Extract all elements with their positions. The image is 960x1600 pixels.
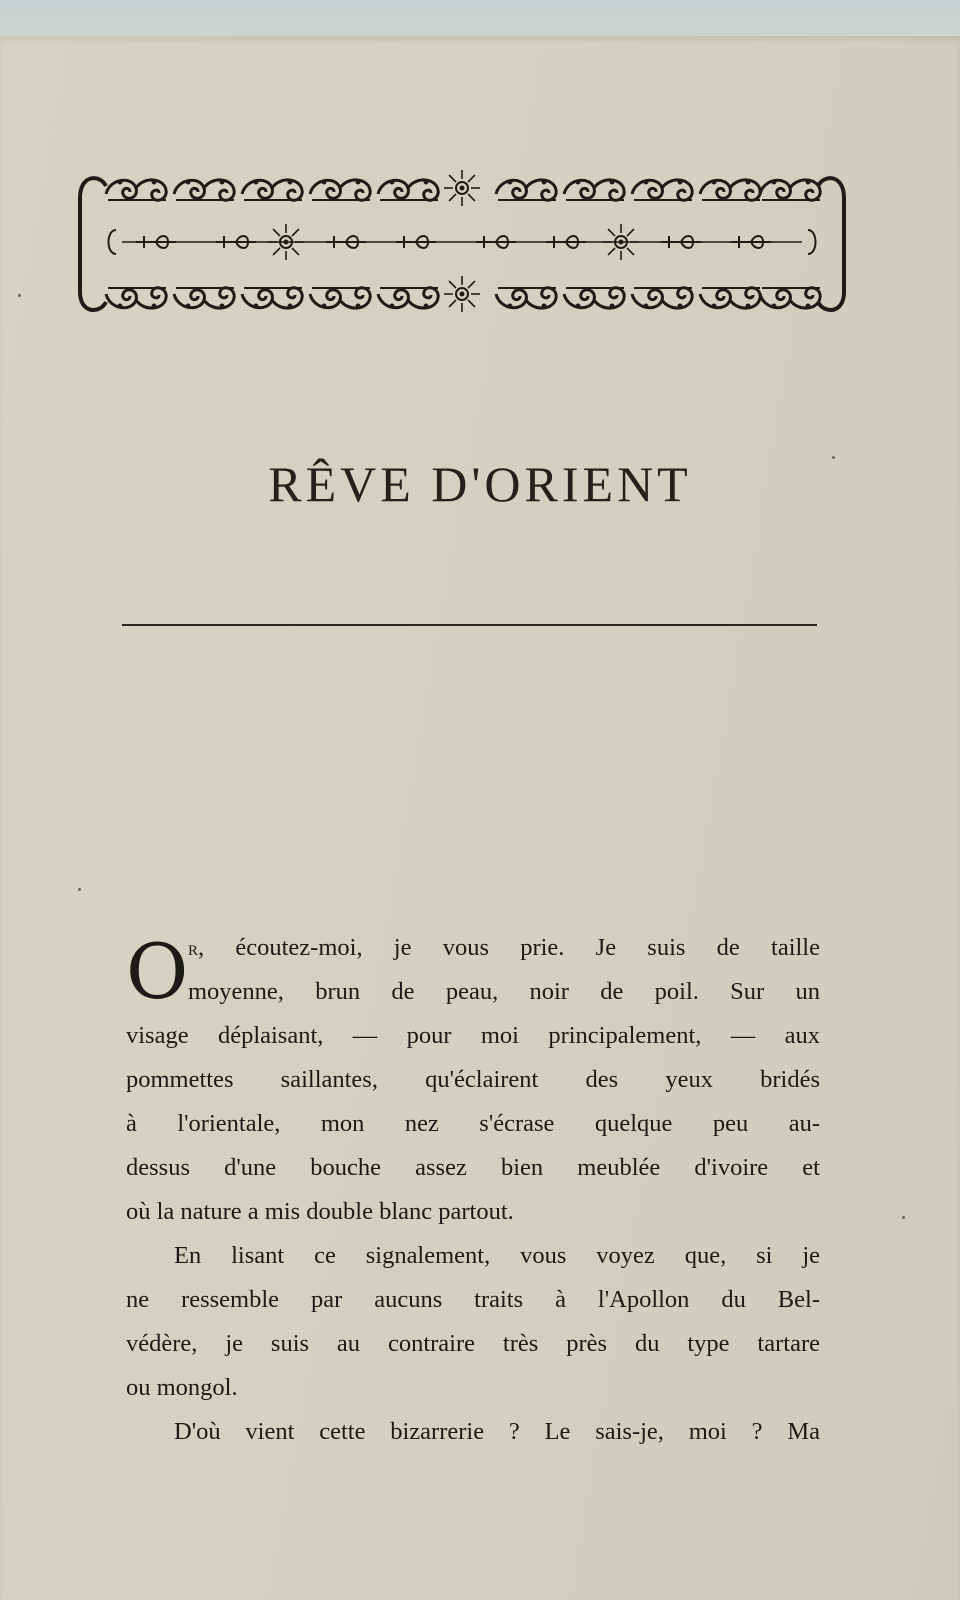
text-line: visage déplaisant, — pour moi principalement, — aux: [126, 1022, 820, 1049]
text-line: védère, je suis au contraire très près du type tartare: [126, 1330, 820, 1357]
text-line: ou mongol.: [126, 1374, 238, 1401]
paper-speck: [78, 888, 81, 891]
title-rule: [122, 624, 817, 626]
text-line: à l'orientale, mon nez s'écrase quelque peu au-: [126, 1110, 820, 1137]
paper-speck: [902, 1216, 905, 1219]
drop-cap-icon: O: [126, 927, 189, 1016]
text-line: moyenne, brun de peau, noir de poil. Sur un: [188, 978, 820, 1005]
text-line: ne ressemble par aucuns traits à l'Apollon du Bel-: [126, 1286, 820, 1313]
text-line: [126, 926, 820, 970]
body-text: [126, 926, 820, 1454]
text-line: où la nature a mis double blanc partout.: [126, 1198, 514, 1225]
background-strip: [0, 0, 960, 40]
small-caps-lead: R: [188, 943, 199, 959]
text-line: pommettes saillantes, qu'éclairent des yeux bridés: [126, 1066, 820, 1093]
text-line: dessus d'une bouche assez bien meublée d'ivoire et: [126, 1154, 820, 1181]
ornamental-headpiece-icon: [76, 168, 848, 320]
line-rest: , écoutez-moi, je vous prie. Je suis de taille: [198, 934, 820, 961]
text-line: En lisant ce signalement, vous voyez que, si je: [174, 1242, 820, 1269]
chapter-title: RÊVE D'ORIENT: [268, 456, 692, 512]
text-line: D'où vient cette bizarrerie ? Le sais-je, moi ? Ma: [174, 1418, 820, 1445]
paper-speck: [18, 294, 21, 297]
